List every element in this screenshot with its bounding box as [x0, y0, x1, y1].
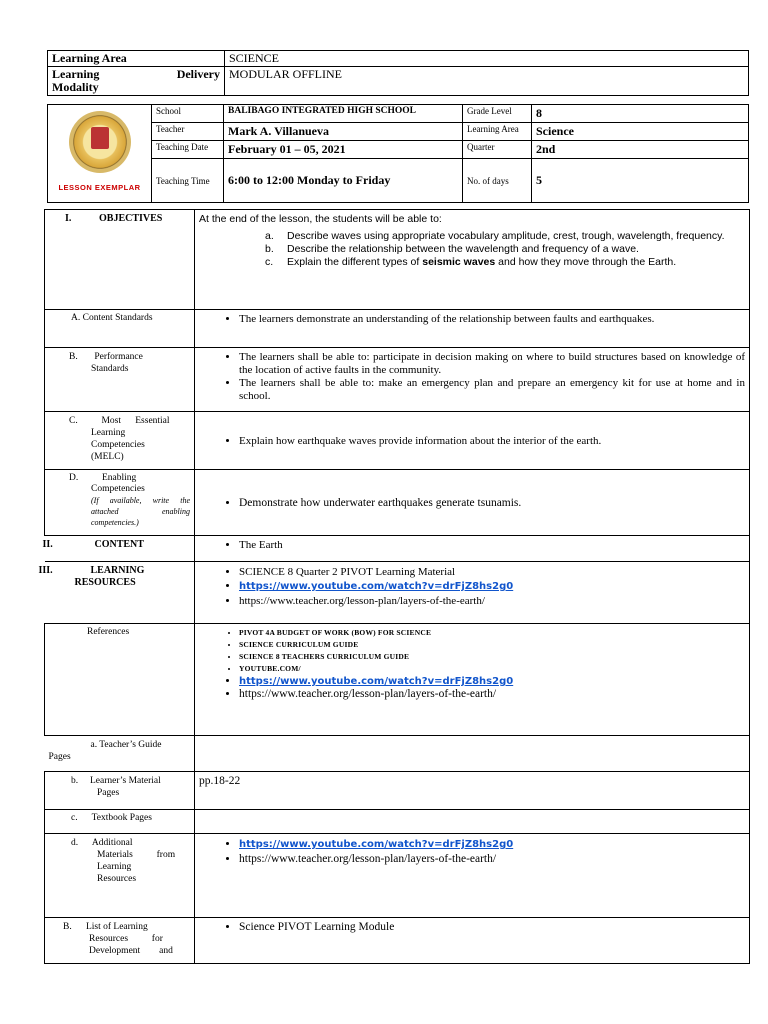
days-value: 5 [532, 159, 749, 203]
teachers-guide-value [195, 736, 750, 772]
learning-resources-row [45, 562, 750, 624]
time-label: Teaching Time [152, 159, 224, 203]
content-standards-row [45, 310, 750, 348]
resources-num: III. [38, 565, 53, 576]
content-standard-item: • The learners demonstrate an understanding of the relationship between faults and earthquakes. [239, 313, 745, 326]
enabling-item: • Demonstrate how underwater earthquakes generate tsunamis. [239, 497, 745, 509]
lesson-exemplar-label: LESSON EXEMPLAR [58, 183, 141, 192]
learning-area-value: SCIENCE [225, 51, 749, 67]
additional-label-4: Resources [97, 874, 137, 884]
days-label: No. of days [463, 159, 532, 203]
additional-teacher-link[interactable]: • https://www.teacher.org/lesson-plan/layers-of-the-earth/ [239, 852, 745, 866]
objective-c-text-post: and how they move through the Earth. [495, 256, 677, 268]
list-resources-row [45, 918, 750, 964]
date-value: February 01 – 05, 2021 [224, 141, 463, 159]
objective-c-letter: c. [265, 256, 274, 268]
list-item-pivot: • Science PIVOT Learning Module [239, 921, 745, 933]
objective-a: Describe waves using appropriate vocabulary amplitude, crest, trough, wavelength, frequency. [287, 230, 725, 242]
learners-material-value: pp.18-22 [195, 772, 750, 810]
reference-bow: • PIVOT 4A BUDGET OF WORK (BOW) FOR SCIENCE [239, 627, 745, 639]
textbook-value [195, 810, 750, 834]
enabling-label-1: D. Enabling [69, 473, 137, 483]
teacher-value: Mark A. Villanueva [224, 123, 463, 141]
reference-teachers-guide: • SCIENCE 8 TEACHERS CURRICULUM GUIDE [239, 651, 745, 663]
objective-c-text-pre: Explain the different types of [287, 256, 423, 268]
melc-label-1: C. Most Essential [69, 416, 170, 426]
objective-c-bold: seismic waves [422, 256, 496, 268]
learners-material-label-2: Pages [97, 788, 120, 798]
references-row [45, 624, 750, 736]
objectives-label: OBJECTIVES [99, 213, 163, 224]
performance-standard-2: • The learners shall be able to: make an emergency plan and prepare an emergency kit for use at home and in school. [239, 377, 745, 403]
content-label: CONTENT [94, 539, 144, 550]
content-row [45, 536, 750, 562]
learners-material-row [45, 772, 750, 810]
textbook-row [45, 810, 750, 834]
quarter-label: Quarter [463, 141, 532, 159]
school-value: BALIBAGO INTEGRATED HIGH SCHOOL [224, 105, 463, 123]
objective-b-letter: b. [265, 243, 274, 255]
enabling-note: (If available, write the attached enabling competencies.) [91, 496, 190, 527]
additional-youtube-link[interactable]: https://www.youtube.com/watch?v=drFjZ8hs2g0 [239, 839, 514, 850]
performance-standards-row [45, 348, 750, 412]
additional-label-1: d. Additional [71, 838, 133, 848]
school-seal-logo [69, 111, 131, 173]
learning-area-label: Learning Area [48, 51, 225, 67]
objectives-row [45, 210, 750, 310]
learners-material-label-1: b. Learner’s Material [71, 776, 161, 786]
resource-youtube-link[interactable]: https://www.youtube.com/watch?v=drFjZ8hs2g0 [239, 581, 514, 592]
additional-label-2: Materials from [97, 850, 176, 860]
melc-row [45, 412, 750, 470]
teachers-guide-label-1: a. Teacher’s Guide [90, 740, 162, 750]
resource-teacher-link[interactable]: • https://www.teacher.org/lesson-plan/layers-of-the-earth/ [239, 594, 745, 608]
enabling-label-2: Competencies [91, 484, 145, 494]
delivery-modality-value: MODULAR OFFLINE [225, 67, 749, 96]
melc-label-3: Competencies [91, 440, 145, 450]
enabling-row [45, 470, 750, 536]
teachers-guide-row [45, 736, 750, 772]
teachers-guide-label-2: Pages [48, 752, 71, 762]
objectives-intro: At the end of the lesson, the students will be able to: [199, 213, 442, 225]
objective-b: Describe the relationship between the wavelength and frequency of a wave. [287, 243, 639, 255]
objective-a-letter: a. [265, 230, 274, 242]
time-value: 6:00 to 12:00 Monday to Friday [224, 159, 463, 203]
header-table [47, 50, 749, 96]
reference-curriculum: • SCIENCE CURRICULUM GUIDE [239, 639, 745, 651]
area-label: Learning Area [463, 123, 532, 141]
melc-label-2: Learning [91, 428, 126, 438]
additional-materials-row [45, 834, 750, 918]
lesson-plan-table [38, 209, 750, 964]
content-num: II. [42, 539, 53, 550]
resource-pivot: • SCIENCE 8 Quarter 2 PIVOT Learning Material [239, 565, 745, 579]
performance-label-1: B. Performance [69, 352, 143, 362]
area-value: Science [532, 123, 749, 141]
performance-label-2: Standards [91, 364, 129, 374]
teacher-label: Teacher [152, 123, 224, 141]
reference-youtube: • YOUTUBE.COM/ [239, 663, 745, 675]
content-standards-label: A. Content Standards [45, 310, 195, 348]
resources-label-1: LEARNING [90, 565, 145, 576]
grade-value: 8 [532, 105, 749, 123]
school-label: School [152, 105, 224, 123]
delivery-label-1: Learning [52, 67, 100, 81]
delivery-label-3: Modality [52, 80, 99, 94]
objectives-num: I. [65, 213, 72, 224]
delivery-label-2: Delivery [176, 67, 220, 81]
reference-youtube-link[interactable]: https://www.youtube.com/watch?v=drFjZ8hs2g0 [239, 676, 514, 687]
textbook-label: c. Textbook Pages [45, 810, 195, 834]
objective-c [287, 256, 676, 269]
additional-label-3: Learning [97, 862, 132, 872]
info-table [47, 104, 749, 203]
list-label-2: Resources for [89, 934, 163, 944]
quarter-value: 2nd [532, 141, 749, 159]
melc-label-4: (MELC) [91, 452, 124, 462]
content-item: • The Earth [239, 539, 745, 551]
list-label-3: Development and [89, 946, 173, 956]
performance-standard-1: • The learners shall be able to: participate in decision making on where to build structures based on knowledge of the location of active faults in the community. [239, 351, 745, 377]
resources-label-2: RESOURCES [74, 577, 136, 588]
reference-teacher-link[interactable]: • https://www.teacher.org/lesson-plan/layers-of-the-earth/ [239, 688, 745, 700]
delivery-modality-label [48, 67, 225, 96]
list-label-1: B. List of Learning [63, 922, 148, 932]
melc-item: • Explain how earthquake waves provide information about the interior of the earth. [239, 435, 745, 447]
date-label: Teaching Date [152, 141, 224, 159]
references-label: References [45, 624, 195, 736]
grade-label: Grade Level [463, 105, 532, 123]
logo-cell [48, 105, 152, 203]
